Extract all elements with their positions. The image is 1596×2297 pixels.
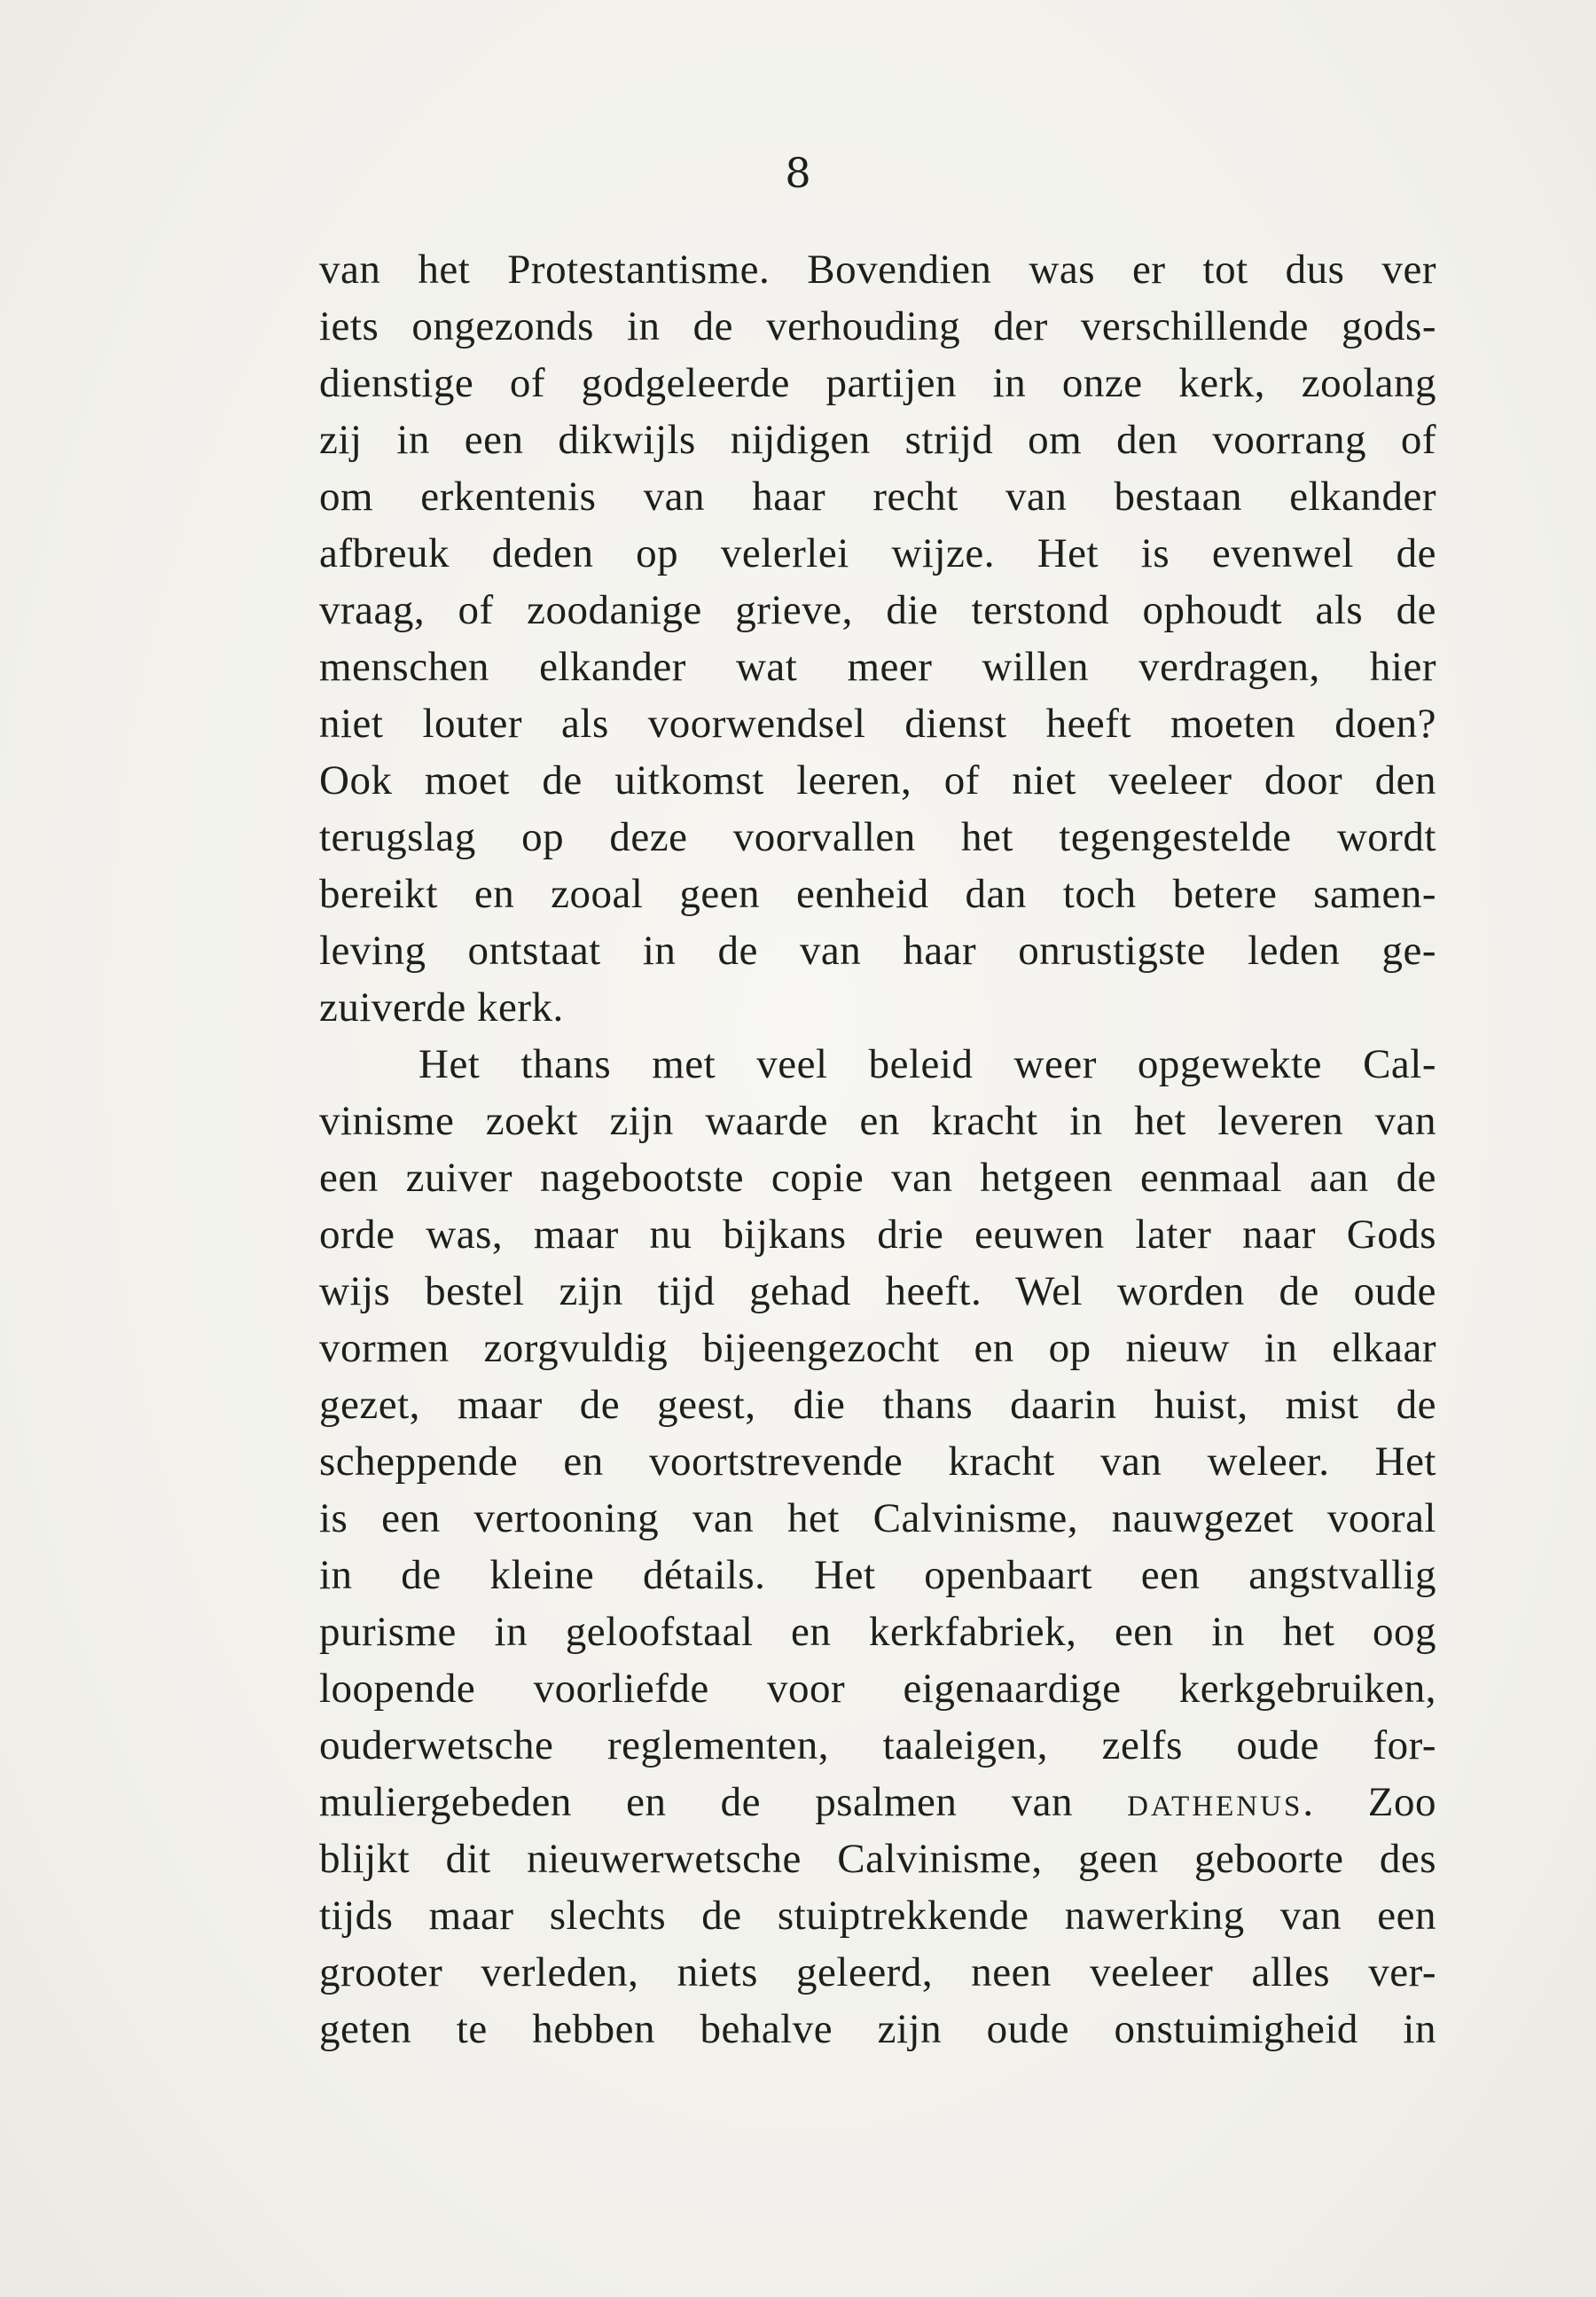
text-line: vinisme zoekt zijn waarde en kracht in het leveren van <box>319 1098 1436 1144</box>
body-text <box>319 241 1436 2058</box>
text-line: menschen elkander wat meer willen verdragen, hier <box>319 644 1436 690</box>
text-line: purisme in geloofstaal en kerkfabriek, een in het oog <box>319 1609 1436 1655</box>
text-line: ouderwetsche reglementen, taaleigen, zelfs oude for- <box>319 1722 1436 1768</box>
text-line: gezet, maar de geest, die thans daarin huist, mist de <box>319 1382 1436 1428</box>
text-line: wijs bestel zijn tijd gehad heeft. Wel worden de oude <box>319 1268 1436 1314</box>
text-line: niet louter als voorwendsel dienst heeft moeten doen? <box>319 701 1436 747</box>
text-line: om erkentenis van haar recht van bestaan elkander <box>319 474 1436 520</box>
text-line: dienstige of godgeleerde partijen in onze kerk, zoolang <box>319 360 1436 406</box>
text-line: van het Protestantisme. Bovendien was er tot dus ver <box>319 247 1436 293</box>
text-line: afbreuk deden op velerlei wijze. Het is evenwel de <box>319 530 1436 576</box>
text-run: muliergebeden en de psalmen van <box>319 1779 1128 1825</box>
text-line: orde was, maar nu bijkans drie eeuwen later naar Gods <box>319 1211 1436 1258</box>
text-run: . Zoo <box>1303 1779 1436 1825</box>
text-line <box>319 1774 1436 1831</box>
text-line: Ook moet de uitkomst leeren, of niet veeleer door den <box>319 757 1436 804</box>
text-line: iets ongezonds in de verhouding der verschillende gods- <box>319 303 1436 349</box>
text-line: zuiverde kerk. <box>319 984 564 1031</box>
text-line: Het thans met veel beleid weer opgewekte Cal- <box>419 1041 1436 1087</box>
text-line: grooter verleden, niets geleerd, neen veeleer alles ver- <box>319 1949 1436 1995</box>
page-number: 8 <box>785 149 811 197</box>
text-line: scheppende en voortstrevende kracht van weleer. Het <box>319 1439 1436 1485</box>
text-line: loopende voorliefde voor eigenaardige kerkgebruiken, <box>319 1666 1436 1712</box>
paragraph-2 <box>319 1036 1436 2058</box>
paragraph-1 <box>319 241 1436 1036</box>
text-line: vormen zorgvuldig bijeengezocht en op nieuw in elkaar <box>319 1325 1436 1371</box>
text-line: een zuiver nagebootste copie van hetgeen eenmaal aan de <box>319 1155 1436 1201</box>
text-line: vraag, of zoodanige grieve, die terstond ophoudt als de <box>319 587 1436 633</box>
text-line: leving ontstaat in de van haar onrustigste leden ge- <box>319 928 1436 974</box>
text-line: zij in een dikwijls nijdigen strijd om den voorrang of <box>319 417 1436 463</box>
text-line: in de kleine détails. Het openbaart een angstvallig <box>319 1552 1436 1598</box>
text-line: tijds maar slechts de stuiptrekkende nawerking van een <box>319 1893 1436 1939</box>
text-line: terugslag op deze voorvallen het tegengestelde wordt <box>319 814 1436 860</box>
text-line: bereikt en zooal geen eenheid dan toch betere samen- <box>319 871 1436 917</box>
text-line: geten te hebben behalve zijn oude onstuimigheid in <box>319 2006 1436 2052</box>
author-name-smallcaps: dathenus <box>1127 1779 1303 1825</box>
text-line: blijkt dit nieuwerwetsche Calvinisme, geen geboorte des <box>319 1836 1436 1882</box>
text-line: is een vertooning van het Calvinisme, nauwgezet vooral <box>319 1495 1436 1541</box>
